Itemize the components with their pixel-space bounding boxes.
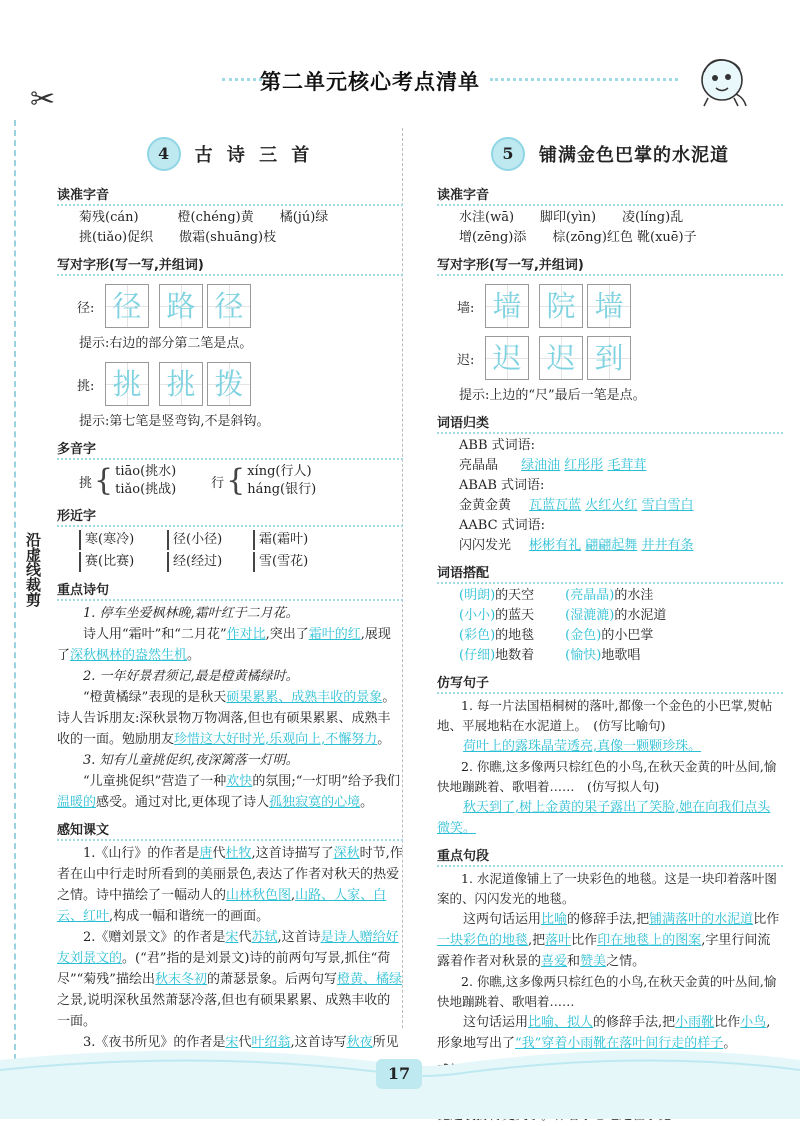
imitate-answer: 荷叶上的露珠晶莹透亮,真像一颗颗珍珠。 — [463, 739, 702, 754]
key-para-analysis: 这句话运用比喻、拟人的修辞手法,把小雨靴比作小鸟,形象地写出了“我”穿着小雨靴在落叶间行走的样子。 — [437, 1015, 771, 1051]
key-line: 2. 一年好景君须记,最是橙黄橘绿时。 — [83, 669, 299, 684]
write-label: 挑: — [77, 378, 95, 394]
char-box: 迟 — [539, 336, 583, 380]
word-group-title: AABC 式词语: — [459, 518, 546, 533]
header-dots-right — [490, 78, 678, 85]
similar-char: 经(经过) — [167, 552, 253, 572]
word-group: 金黄金黄 瓦蓝瓦蓝 火红火红 雪白雪白 — [459, 498, 694, 513]
section-imitate: 仿写句子 — [437, 672, 783, 694]
similar-char: 赛(比赛) — [79, 552, 167, 572]
similar-char: 雪(雪花) — [253, 552, 353, 572]
write-label: 迟: — [457, 352, 475, 368]
scissors-icon: ✂ — [30, 82, 56, 117]
write-row — [457, 336, 783, 380]
key-line: 1. 停车坐爱枫林晚,霜叶红于二月花。 — [83, 606, 299, 621]
char-box: 挑 — [105, 362, 149, 406]
feel-paragraph: 1.《山行》的作者是唐代杜牧,这首诗描写了深秋时节,作者在山中行走时所看到的美丽景色,表达了作者对秋天的热爱之情。诗中描绘了一幅动人的山林秋色图,山路、人家、白云、红叶,构成一幅和谐统一的画面。 — [57, 846, 403, 924]
section-write: 写对字形(写一写,并组词) — [437, 254, 783, 276]
write-label: 径: — [77, 300, 95, 316]
char-box: 到 — [587, 336, 631, 380]
char-box: 径 — [105, 284, 149, 328]
char-box: 路 — [159, 284, 203, 328]
section-polyphone: 多音字 — [57, 438, 403, 460]
write-tip: 提示:上边的“尺”最后一笔是点。 — [459, 388, 646, 403]
page-title: 第二单元核心考点清单 — [260, 69, 480, 94]
key-analysis: 诗人用“霜叶”和“二月花”作对比,突出了霜叶的红,展现了深秋枫林的盎然生机。 — [57, 627, 391, 663]
feel-paragraph: 2.《赠刘景文》的作者是宋代苏轼,这首诗是诗人赠给好友刘景文的。(“君”指的是刘景文)诗的前两句写景,抓住“荷尽”“菊残”描绘出秋末冬初的萧瑟景象。后两句写橙黄、橘绿之景,说明深秋虽然萧瑟冷落,但也有硕果累累、成熟丰收的一面。 — [57, 930, 402, 1029]
polyphone-char: 行 — [211, 475, 225, 491]
key-line: 3. 知有儿童挑促织,夜深篱落一灯明。 — [83, 753, 299, 768]
lesson-title: 铺满金色巴掌的水泥道 — [539, 145, 729, 166]
char-box: 迟 — [485, 336, 529, 380]
section-key-para: 重点句段 — [437, 845, 783, 867]
section-words: 词语归类 — [437, 412, 783, 434]
lesson-title: 古 诗 三 首 — [194, 145, 314, 166]
key-para-text: 2. 你瞧,这多像两只棕红色的小鸟,在秋天金黄的叶丛间,愉快地蹦跳着、歌唱着…… — [437, 974, 777, 1009]
header-dots-left — [222, 78, 262, 85]
write-label: 墙: — [457, 300, 475, 316]
polyphone-readings: tiāo(挑水) tiǎo(挑战) — [115, 464, 177, 497]
cut-label: 沿虚线裁剪 — [18, 532, 48, 615]
page-header — [0, 0, 800, 115]
write-tip: 提示:右边的部分第二笔是点。 — [79, 336, 253, 351]
write-row — [457, 284, 783, 328]
read-line: 水洼(wā) 脚印(yìn) 凌(líng)乱 — [459, 210, 684, 225]
brace-icon: { — [94, 463, 114, 498]
lesson-number: 5 — [491, 137, 525, 171]
lesson-number: 4 — [147, 137, 181, 171]
key-analysis: “儿童挑促织”营造了一种欢快的氛围;“一灯明”给予我们温暖的感受。通过对比,更体现了诗人孤独寂寞的心境。 — [57, 774, 400, 810]
section-write: 写对字形(写一写,并组词) — [57, 254, 403, 276]
imitate-answer: 秋天到了,树上金黄的果子露出了笑脸,她在向我们点头微笑。 — [437, 800, 771, 836]
polyphone-readings: xíng(行人) háng(银行) — [247, 464, 317, 497]
section-key-lines: 重点诗句 — [57, 579, 403, 601]
char-box: 径 — [207, 284, 251, 328]
match-row: (明朗)的天空 (亮晶晶)的水洼 — [459, 588, 654, 603]
brace-icon: { — [226, 463, 246, 498]
key-para-analysis: 这两句话运用比喻的修辞手法,把铺满落叶的水泥道比作一块彩色的地毯,把落叶比作印在地毯上的图案,字里行间流露着作者对秋景的喜爱和赞美之情。 — [437, 912, 780, 969]
match-row: (仔细)地数着 (愉快)地歌唱 — [459, 648, 641, 663]
match-row: (彩色)的地毯 (金色)的小巴掌 — [459, 628, 654, 643]
page-number: 17 — [376, 1059, 422, 1089]
write-row — [77, 284, 403, 328]
similar-char: 霜(霜叶) — [253, 530, 353, 550]
word-group-title: ABAB 式词语: — [459, 478, 545, 493]
char-box: 挑 — [159, 362, 203, 406]
polyphone-char: 挑 — [79, 475, 93, 491]
lesson-4-heading — [57, 130, 403, 178]
key-analysis: “橙黄橘绿”表现的是秋天硕果累累、成熟丰收的景象。诗人告诉朋友:深秋景物万物凋落,但也有硕果累累、成熟丰收的一面。勉励朋友珍惜这大好时光,乐观向上,不懈努力。 — [57, 690, 396, 747]
section-feel: 感知课文 — [57, 819, 403, 841]
char-box: 墙 — [485, 284, 529, 328]
char-box: 拨 — [207, 362, 251, 406]
imitate-prompt: 2. 你瞧,这多像两只棕红色的小鸟,在秋天金黄的叶丛间,愉快地蹦跳着、歌唱着…… (仿写拟人句) — [437, 759, 777, 794]
section-match: 词语搭配 — [437, 562, 783, 584]
key-para-text: 1. 水泥道像铺上了一块彩色的地毯。这是一块印着落叶图案的、闪闪发光的地毯。 — [437, 871, 777, 906]
char-box: 墙 — [587, 284, 631, 328]
write-row — [77, 362, 403, 406]
char-box: 院 — [539, 284, 583, 328]
word-group: 闪闪发光 彬彬有礼 翩翩起舞 井井有条 — [459, 538, 694, 553]
read-line: 挑(tiǎo)促织 傲霜(shuāng)枝 — [79, 230, 277, 245]
mascot-icon — [694, 50, 754, 114]
similar-char: 寒(寒冷) — [79, 530, 167, 550]
similar-char: 径(小径) — [167, 530, 253, 550]
right-column — [437, 130, 783, 1126]
write-tip: 提示:第七笔是竖弯钩,不是斜钩。 — [79, 414, 270, 429]
section-read: 读准字音 — [57, 184, 403, 206]
imitate-prompt: 1. 每一片法国梧桐树的落叶,都像一个金色的小巴掌,熨帖地、平展地粘在水泥道上。 (仿写比喻句) — [437, 698, 773, 733]
section-read: 读准字音 — [437, 184, 783, 206]
left-column — [57, 130, 403, 1074]
read-line: 增(zēng)添 棕(zōng)红色 靴(xuē)子 — [459, 230, 697, 245]
similar-chars — [57, 529, 403, 573]
polyphone-row — [57, 463, 403, 499]
feel-paragraph: 3.《夜书所见》的作者是宋代叶绍翁,这首诗写秋夜所见 — [83, 1035, 399, 1050]
match-row: (小小)的蓝天 (湿漉漉)的水泥道 — [459, 608, 667, 623]
section-similar: 形近字 — [57, 505, 403, 527]
word-group: 亮晶晶 绿油油 红彤彤 毛茸茸 — [459, 458, 647, 473]
word-group-title: ABB 式词语: — [459, 438, 536, 453]
read-line: 菊残(cán) 橙(chéng)黄 橘(jú)绿 — [79, 210, 329, 225]
lesson-5-heading — [437, 130, 783, 178]
